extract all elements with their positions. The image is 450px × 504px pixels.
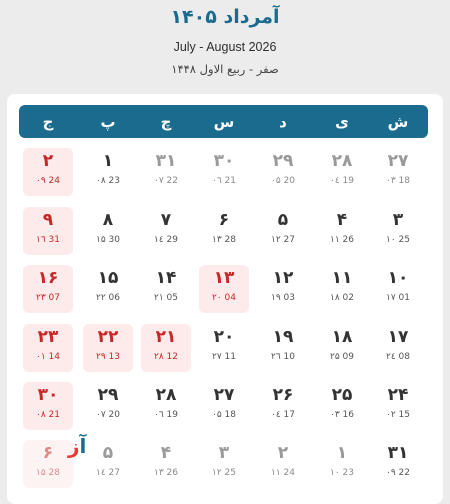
calendar-day-cell[interactable] (258, 324, 308, 372)
day-number: ۲۲ (97, 327, 119, 347)
day-secondary-dates: ۰۱ 14 (36, 352, 60, 362)
day-number: ۲۶ (272, 385, 294, 405)
calendar-day-cell[interactable] (23, 324, 73, 372)
calendar-day-cell[interactable] (141, 265, 191, 313)
day-secondary-dates: ۲۸ 12 (154, 352, 178, 362)
day-secondary-dates: ۰۳ 16 (330, 410, 354, 420)
calendar-day-cell[interactable] (141, 440, 191, 488)
day-secondary-dates: ۲۷ 11 (212, 352, 236, 362)
day-secondary-dates: ۰۹ 22 (386, 468, 410, 478)
day-secondary-dates: ۱۱ 26 (330, 235, 354, 245)
day-secondary-dates: ۰٦ 21 (211, 176, 236, 186)
day-secondary-dates: ۰۹ 24 (36, 176, 60, 186)
day-number: ۲۸ (331, 151, 353, 171)
calendar-day-cell[interactable] (373, 382, 423, 430)
weekday-header: ج (42, 112, 54, 131)
day-secondary-dates: ۱۳ 26 (154, 468, 178, 478)
day-secondary-dates: ۰۲ 15 (386, 410, 410, 420)
day-secondary-dates: ۱۵ 28 (36, 468, 60, 478)
day-number: ۱۳ (213, 268, 235, 288)
calendar-day-cell[interactable] (23, 265, 73, 313)
day-secondary-dates: ۲۰ 04 (212, 293, 236, 303)
day-number: ۲۷ (213, 385, 235, 405)
day-number: ۱ (336, 443, 348, 463)
calendar-day-cell[interactable] (373, 265, 423, 313)
calendar-day-cell[interactable] (317, 148, 367, 196)
gregorian-months: July - August 2026 (173, 40, 277, 54)
day-number: ۵ (277, 210, 289, 230)
day-number: ۱۱ (331, 268, 353, 288)
day-secondary-dates: ۰٤ 19 (329, 176, 354, 186)
calendar-day-cell[interactable] (83, 382, 133, 430)
logo-text-accent: ز (68, 434, 80, 458)
calendar-day-cell[interactable] (141, 207, 191, 255)
calendar-day-cell[interactable] (83, 148, 133, 196)
day-number: ۱۹ (272, 327, 294, 347)
weekday-header: پ (100, 112, 116, 131)
calendar-day-cell[interactable] (258, 148, 308, 196)
calendar-day-cell[interactable] (317, 207, 367, 255)
calendar-day-cell[interactable] (258, 207, 308, 255)
day-secondary-dates: ۲٦ 10 (270, 352, 295, 362)
day-secondary-dates: ۲۱ 05 (154, 293, 178, 303)
calendar-day-cell[interactable] (317, 324, 367, 372)
day-secondary-dates: ۱۵ 30 (96, 235, 120, 245)
calendar-day-cell[interactable] (141, 148, 191, 196)
day-secondary-dates: ۲۵ 09 (330, 352, 354, 362)
day-number: ۴ (160, 443, 172, 463)
day-number: ۲۳ (37, 327, 59, 347)
calendar-day-cell[interactable] (258, 382, 308, 430)
day-secondary-dates: ۱۰ 23 (330, 468, 354, 478)
calendar-day-cell[interactable] (258, 440, 308, 488)
calendar-day-cell[interactable] (373, 207, 423, 255)
day-number: ۳ (218, 443, 230, 463)
day-number: ۱۲ (272, 268, 294, 288)
day-number: ۱۸ (331, 327, 353, 347)
day-number: ۲ (42, 151, 54, 171)
day-secondary-dates: ۰۵ 18 (212, 410, 236, 420)
weekday-header: ی (335, 112, 349, 131)
day-secondary-dates: ۱۱ 24 (271, 468, 295, 478)
day-number: ۲۷ (387, 151, 409, 171)
day-secondary-dates: ۲٤ 08 (385, 352, 410, 362)
calendar-day-cell[interactable] (199, 382, 249, 430)
day-number: ۷ (160, 210, 172, 230)
calendar-day-cell[interactable] (23, 440, 73, 488)
day-number: ۳ (392, 210, 404, 230)
day-number: ۴ (336, 210, 348, 230)
weekday-header: چ (160, 112, 172, 131)
calendar-day-cell[interactable] (23, 148, 73, 196)
day-secondary-dates: ۲۲ 06 (96, 293, 120, 303)
day-secondary-dates: ۱٤ 27 (95, 468, 120, 478)
site-logo (68, 434, 86, 464)
day-number: ۲۵ (331, 385, 353, 405)
calendar-day-cell[interactable] (83, 324, 133, 372)
day-secondary-dates: ۱۲ 27 (271, 235, 295, 245)
day-secondary-dates: ۰۷ 20 (96, 410, 120, 420)
day-number: ۲۱ (155, 327, 177, 347)
day-number: ۲۰ (213, 327, 235, 347)
day-number: ۲ (277, 443, 289, 463)
day-number: ۳۰ (37, 385, 59, 405)
day-secondary-dates: ۰۳ 18 (386, 176, 410, 186)
day-secondary-dates: ۱۲ 25 (212, 468, 236, 478)
calendar-day-cell[interactable] (83, 440, 133, 488)
calendar-day-cell[interactable] (317, 265, 367, 313)
calendar-day-cell[interactable] (373, 148, 423, 196)
day-number: ۳۱ (387, 443, 409, 463)
day-secondary-dates: ۰٤ 17 (270, 410, 295, 420)
day-number: ۱۵ (97, 268, 119, 288)
day-number: ۲۴ (387, 385, 409, 405)
calendar-day-cell[interactable] (83, 265, 133, 313)
day-number: ۹ (42, 210, 54, 230)
calendar-day-cell[interactable] (199, 207, 249, 255)
day-secondary-dates: ۲۳ 07 (36, 293, 60, 303)
calendar-day-cell[interactable] (199, 265, 249, 313)
day-number: ۶ (218, 210, 230, 230)
calendar-day-cell[interactable] (199, 324, 249, 372)
day-number: ۱۶ (37, 268, 59, 288)
persian-month-title: آمرداد ۱۴۰۵ (170, 6, 280, 28)
day-secondary-dates: ۱۸ 02 (330, 293, 354, 303)
calendar-day-cell[interactable] (199, 440, 249, 488)
day-number: ۶ (42, 443, 54, 463)
weekday-header: د (279, 112, 287, 131)
day-secondary-dates: ۱۰ 25 (386, 235, 410, 245)
day-secondary-dates: ۱۳ 28 (212, 235, 236, 245)
day-secondary-dates: ۱۹ 03 (271, 293, 295, 303)
calendar-day-cell[interactable] (141, 382, 191, 430)
day-secondary-dates: ۰۵ 20 (271, 176, 295, 186)
calendar-day-cell[interactable] (141, 324, 191, 372)
logo-text-main: آ (79, 434, 87, 458)
calendar-day-cell[interactable] (199, 148, 249, 196)
hijri-months: صفر - ربیع الاول ۱۴۴۸ (171, 62, 279, 76)
day-number: ۲۹ (272, 151, 294, 171)
calendar-day-cell[interactable] (83, 207, 133, 255)
day-number: ۱۴ (155, 268, 177, 288)
day-number: ۲۸ (155, 385, 177, 405)
day-secondary-dates: ۱٦ 31 (35, 235, 60, 245)
day-number: ۵ (102, 443, 114, 463)
day-number: ۲۹ (97, 385, 119, 405)
calendar-header (0, 0, 450, 92)
day-number: ۱۷ (387, 327, 409, 347)
calendar-day-cell[interactable] (23, 382, 73, 430)
weekday-header: س (213, 112, 235, 131)
day-secondary-dates: ۰۸ 21 (36, 410, 60, 420)
calendar-day-cell[interactable] (317, 440, 367, 488)
day-number: ۱ (102, 151, 114, 171)
day-secondary-dates: ۱۷ 01 (386, 293, 410, 303)
day-number: ۳۰ (213, 151, 235, 171)
calendar-day-cell[interactable] (23, 207, 73, 255)
day-secondary-dates: ۰٦ 19 (153, 410, 178, 420)
calendar-day-cell[interactable] (373, 440, 423, 488)
day-secondary-dates: ۱٤ 29 (153, 235, 178, 245)
day-secondary-dates: ۰۸ 23 (96, 176, 120, 186)
day-number: ۳۱ (155, 151, 177, 171)
calendar-day-cell[interactable] (373, 324, 423, 372)
calendar-day-cell[interactable] (258, 265, 308, 313)
day-secondary-dates: ۰۷ 22 (154, 176, 178, 186)
day-secondary-dates: ۲۹ 13 (96, 352, 120, 362)
day-number: ۱۰ (387, 268, 409, 288)
weekday-header: ش (387, 112, 409, 131)
day-number: ۸ (102, 210, 114, 230)
calendar-day-cell[interactable] (317, 382, 367, 430)
